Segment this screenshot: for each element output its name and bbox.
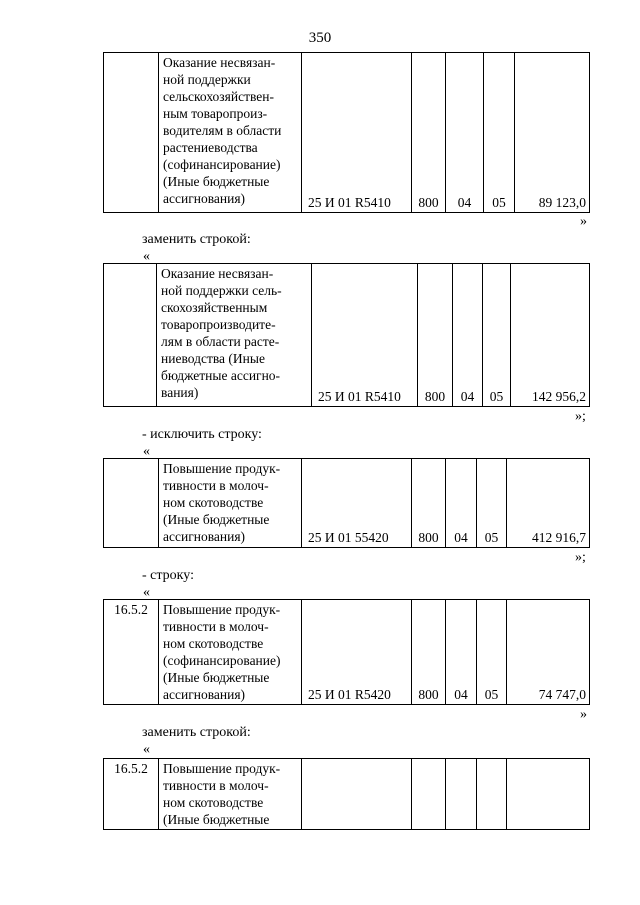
row-name-line: (Иные бюджетные [163,512,270,527]
instruction-text: заменить строкой: [142,232,251,247]
amount-cell: 89 123,0 [515,53,590,213]
row-name-line: ассигнования) [163,529,246,544]
row-name-line: ным товаропроиз- [163,106,268,121]
subsection-code: 05 [484,53,515,213]
closing-quote: »; [575,409,586,424]
row-name-cell [157,264,312,407]
opening-quote: « [143,742,150,757]
row-name-cell [159,459,302,548]
subsection-code [477,759,507,830]
row-name-cell [159,53,302,213]
opening-quote: « [143,585,150,600]
row-name-line: ассигнования) [163,191,246,206]
instruction-text: - исключить строку: [142,427,262,442]
opening-quote: « [143,249,150,264]
row-name-line: ном скотоводстве [163,636,264,651]
budget-table-row [103,458,590,548]
row-name-line: товаропроизводите- [161,317,276,332]
amount-cell: 412 916,7 [507,459,590,548]
expense-type-code: 800 [418,264,453,407]
row-name-line: тивности в молоч- [163,619,269,634]
amount-cell: 142 956,2 [511,264,590,407]
row-name-line: Оказание несвязан- [163,55,276,70]
closing-quote: » [580,214,587,229]
target-article-code [302,759,412,830]
budget-table-row [103,599,590,705]
row-name-line: ной поддержки [163,72,251,87]
row-name-line: вания) [161,385,199,400]
row-name-line: (Иные бюджетные [163,812,270,827]
amount-cell: 74 747,0 [507,600,590,705]
expense-type-code: 800 [412,459,446,548]
row-name-line: (Иные бюджетные [163,670,270,685]
section-code: 04 [446,53,484,213]
row-number-cell: 16.5.2 [104,759,159,830]
row-number-cell [104,264,157,407]
row-name-line: скохозяйственным [161,300,268,315]
section-code: 04 [446,459,477,548]
target-article-code: 25 И 01 55420 [302,459,412,548]
section-code: 04 [453,264,483,407]
row-number-cell [104,459,159,548]
row-name-line: лям в области расте- [161,334,280,349]
opening-quote: « [143,444,150,459]
row-name-line: ном скотоводстве [163,795,264,810]
budget-table-row [103,52,590,213]
subsection-code: 05 [477,600,507,705]
expense-type-code: 800 [412,600,446,705]
section-code: 04 [446,600,477,705]
instruction-text: заменить строкой: [142,725,251,740]
expense-type-code: 800 [412,53,446,213]
row-name-line: водителям в области [163,123,282,138]
row-name-line: ниеводства (Иные [161,351,265,366]
row-name-line: Оказание несвязан- [161,266,274,281]
budget-table-row [103,758,590,830]
subsection-code: 05 [483,264,511,407]
budget-table-row [103,263,590,407]
target-article-code: 25 И 01 R5410 [312,264,418,407]
target-article-code: 25 И 01 R5420 [302,600,412,705]
target-article-code: 25 И 01 R5410 [302,53,412,213]
row-name-line: Повышение продук- [163,602,281,617]
row-number-cell: 16.5.2 [104,600,159,705]
row-name-line: тивности в молоч- [163,778,269,793]
row-name-cell [159,600,302,705]
row-name-line: ассигнования) [163,687,246,702]
page-number: 350 [308,30,332,46]
row-name-line: Повышение продук- [163,761,281,776]
row-name-line: сельскохозяйствен- [163,89,274,104]
section-code [446,759,477,830]
row-name-line: растениеводства [163,140,258,155]
expense-type-code [412,759,446,830]
instruction-text: - строку: [142,568,194,583]
closing-quote: » [580,707,587,722]
row-name-line: (софинансирование) [163,653,281,668]
row-name-line: (Иные бюджетные [163,174,270,189]
row-name-line: ном скотоводстве [163,495,264,510]
row-name-cell [159,759,302,830]
row-name-line: Повышение продук- [163,461,281,476]
row-name-line: (софинансирование) [163,157,281,172]
subsection-code: 05 [477,459,507,548]
amount-cell [507,759,590,830]
row-number-cell [104,53,159,213]
row-name-line: бюджетные ассигно- [161,368,281,383]
row-name-line: ной поддержки сель- [161,283,282,298]
closing-quote: »; [575,550,586,565]
row-name-line: тивности в молоч- [163,478,269,493]
